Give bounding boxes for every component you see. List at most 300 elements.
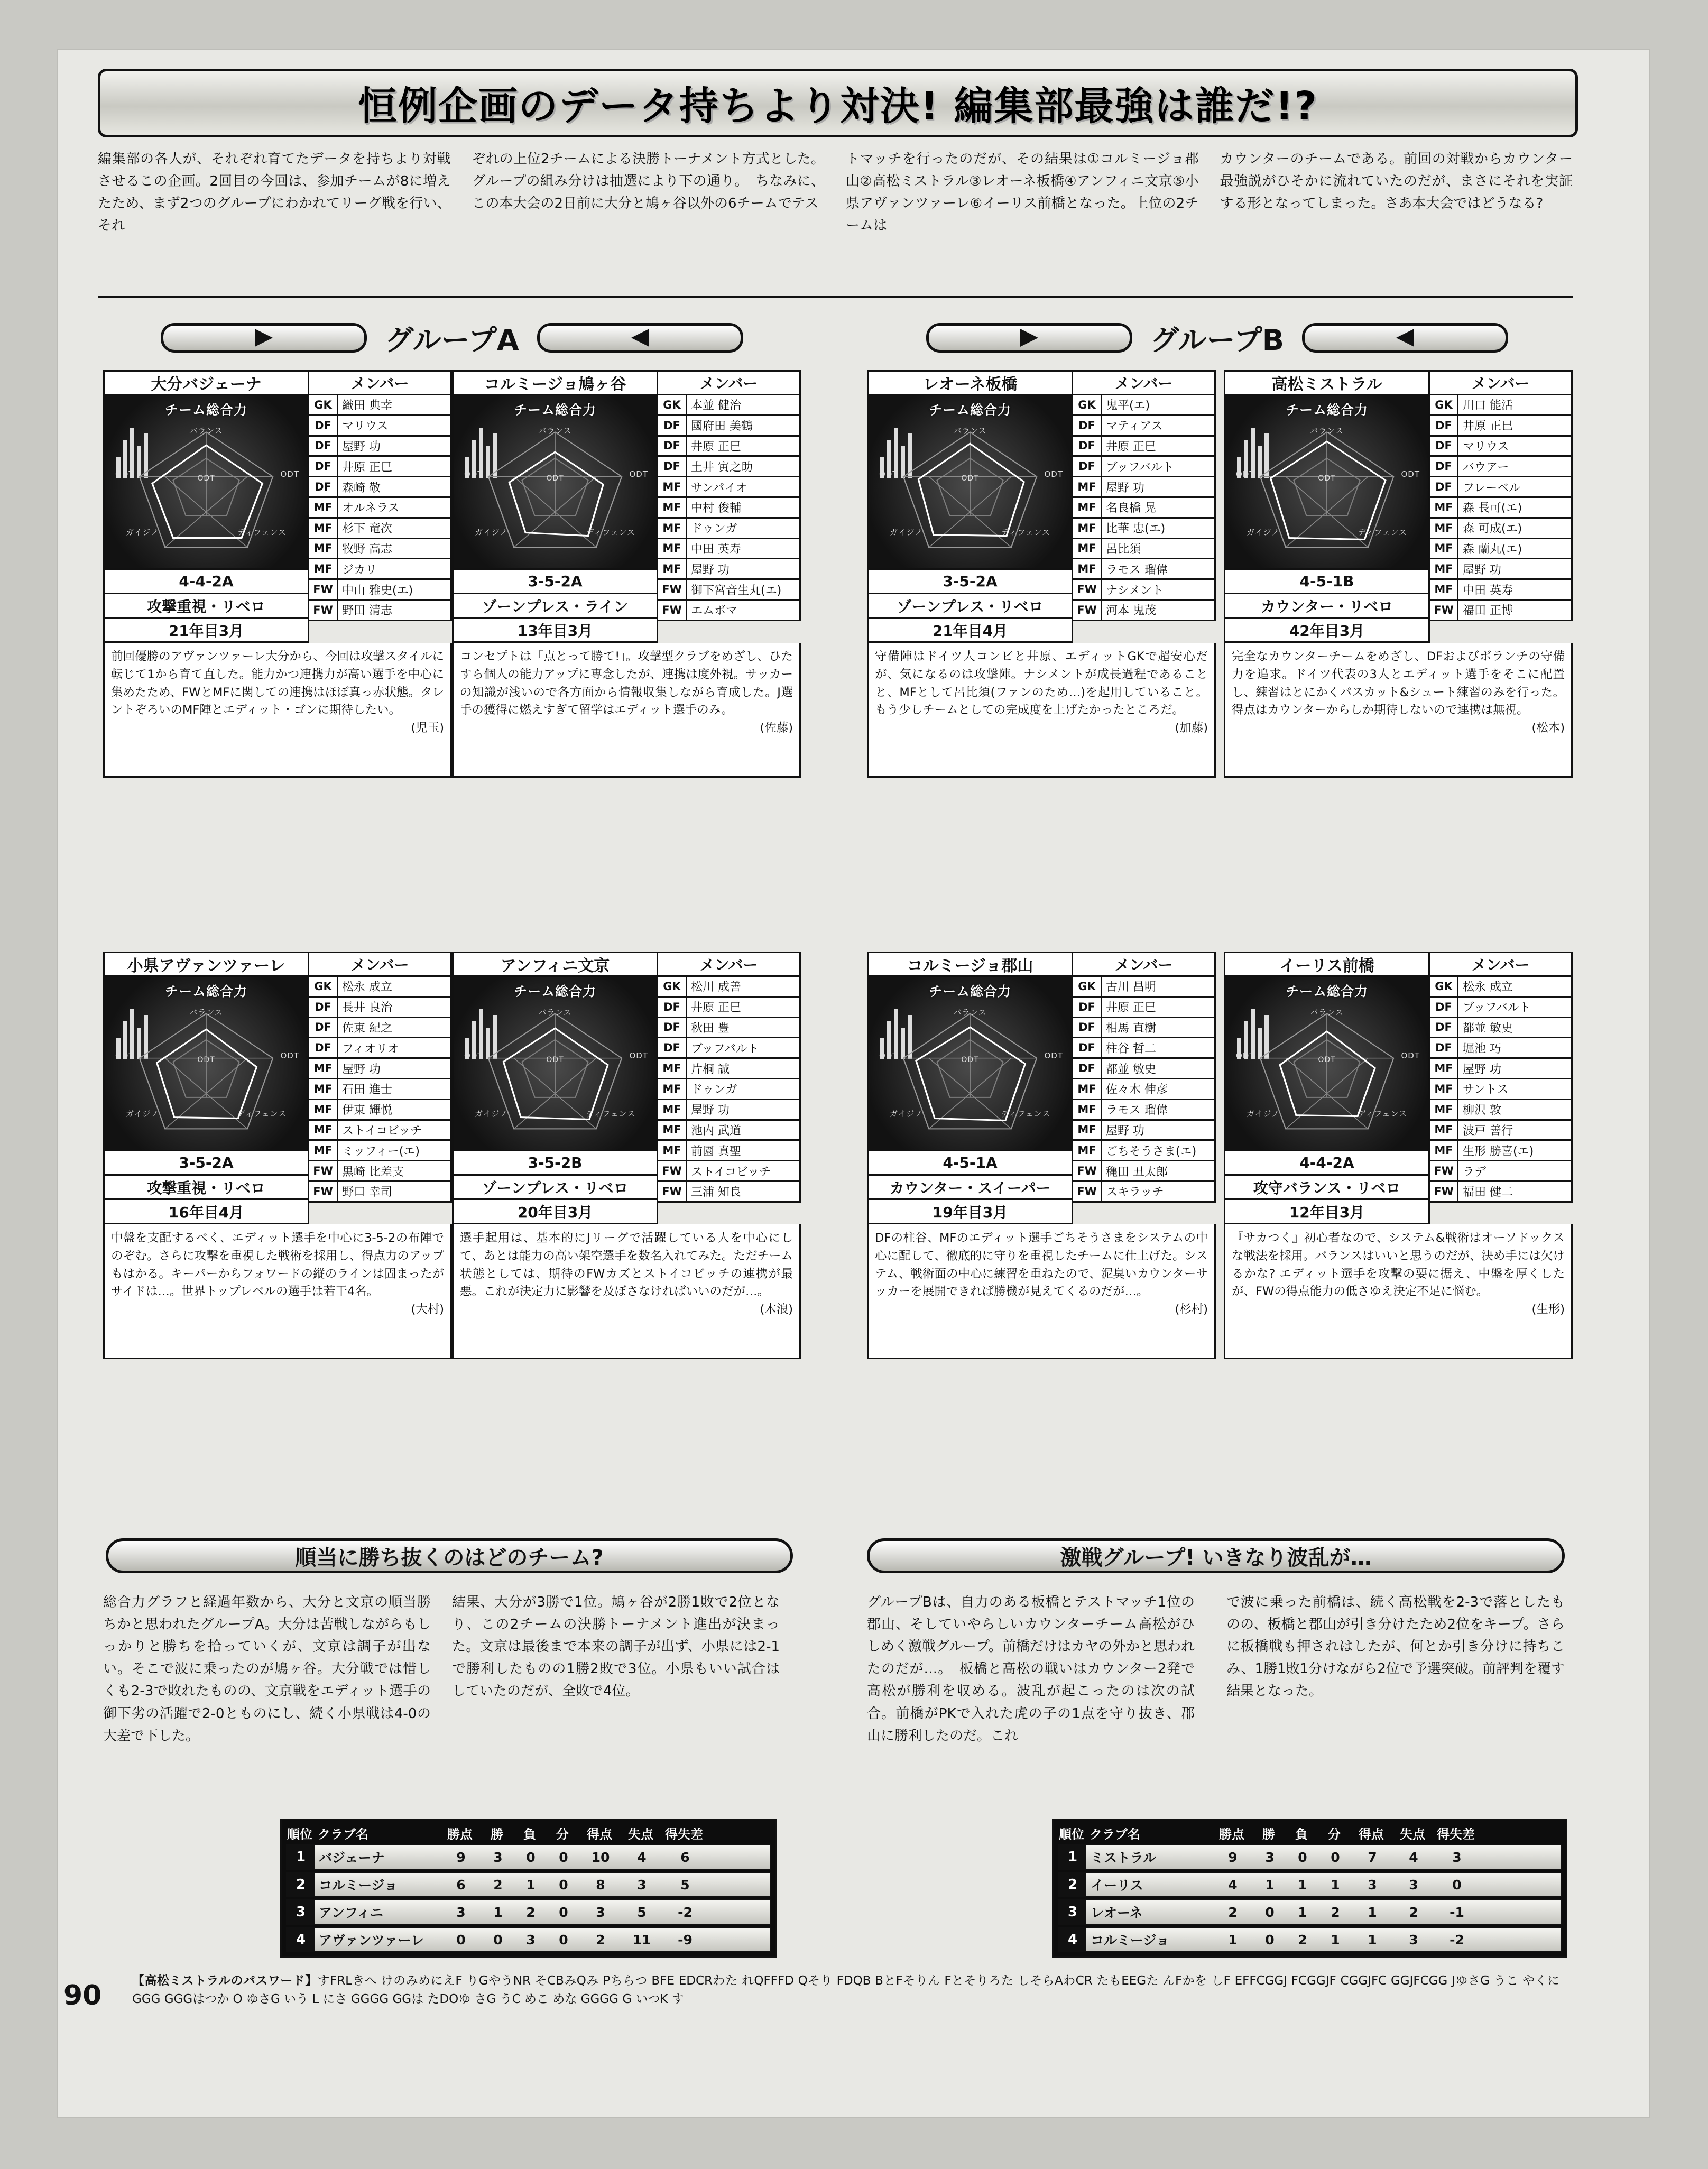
radar-title: チーム総合力 [164, 402, 247, 418]
member-position: MF [309, 1079, 338, 1099]
member-name: 屋野 功 [1463, 1063, 1501, 1076]
row-club: コルミージョ [1091, 1933, 1170, 1948]
member-row [1430, 1079, 1573, 1100]
team-years: 42年目3月 [1224, 619, 1430, 643]
radar-label-right: ODT [1401, 469, 1420, 479]
member-row [658, 1018, 801, 1039]
team-radar-chart [1224, 395, 1430, 570]
team-formation: 4-4-2A [1224, 1151, 1430, 1176]
member-position: DF [658, 998, 687, 1017]
team-note [103, 1224, 452, 1359]
row-draw: 0 [559, 1849, 568, 1865]
team-note-author: (木浪) [760, 1303, 793, 1316]
member-name: ラモス 瑠偉 [1106, 1104, 1168, 1118]
member-name: マリウス [1463, 440, 1509, 454]
member-name: ミッフィー(エ) [342, 1145, 420, 1158]
member-position: MF [1430, 498, 1458, 517]
member-row [1073, 1141, 1216, 1161]
member-position: DF [1430, 1038, 1458, 1057]
member-row [1430, 977, 1573, 998]
member-row [1430, 539, 1573, 560]
team-formation: 3-5-2B [452, 1151, 658, 1176]
member-name: ドゥンガ [691, 1083, 737, 1097]
row-loss: 3 [526, 1932, 536, 1948]
team-note-author: (加藤) [1175, 721, 1208, 735]
row-draw: 0 [559, 1904, 568, 1920]
member-position: GK [658, 395, 687, 414]
header-ga: 失点 [628, 1826, 653, 1842]
row-club: バジェーナ [319, 1850, 385, 1866]
row-gd: -2 [678, 1904, 693, 1920]
member-position: DF [1430, 1018, 1458, 1037]
member-position: DF [1430, 998, 1458, 1017]
member-row [1073, 1018, 1216, 1039]
member-position: FW [1073, 1182, 1102, 1201]
header-rank: 順位 [1059, 1826, 1084, 1842]
row-gd: -9 [678, 1932, 693, 1948]
standings-table-group-b [1052, 1819, 1567, 1958]
member-row [309, 1161, 452, 1182]
member-name: ストイコビッチ [342, 1124, 422, 1138]
row-club: ミストラル [1091, 1850, 1157, 1866]
radar-label-center: ODT [546, 1055, 564, 1064]
member-position: FW [309, 580, 338, 599]
member-row [1430, 1100, 1573, 1121]
member-position: MF [1073, 559, 1102, 578]
row-gf: 10 [591, 1849, 610, 1865]
member-row [1430, 477, 1573, 498]
member-position: MF [658, 477, 687, 496]
member-row [1430, 998, 1573, 1018]
member-position: DF [309, 998, 338, 1017]
member-row [1073, 498, 1216, 519]
member-row [658, 601, 801, 621]
team-card [452, 952, 801, 1359]
standings-row [1058, 1844, 1562, 1870]
member-position: DF [309, 1038, 338, 1057]
member-row [1430, 395, 1573, 416]
member-name: 福田 健二 [1463, 1186, 1513, 1199]
member-row [1073, 580, 1216, 601]
member-name: 野口 幸司 [342, 1186, 392, 1199]
member-name: 國府田 美鶴 [691, 420, 753, 433]
radar-title: チーム総合力 [164, 984, 247, 999]
member-position: FW [658, 601, 687, 620]
team-card [1224, 952, 1573, 1359]
radar-label-right: ODT [280, 1051, 299, 1060]
member-header: メンバー [658, 952, 801, 977]
member-name: 長井 良治 [342, 1001, 392, 1015]
member-row [1430, 1161, 1573, 1182]
group-a-bar-left [161, 323, 367, 353]
team-style: 攻守バランス・リベロ [1224, 1176, 1430, 1200]
bottom-text-a2: 結果、大分が3勝で1位。鳩ヶ谷が2勝1敗で2位となり、この2チームの決勝トーナメント進出が決まった。文京は最後まで本来の調子が出ず、小県には2-1で勝利したものの1勝2敗で3位。小県もいい試合はしていたのだが、全敗で4位。 [452, 1594, 780, 1700]
member-position: DF [309, 416, 338, 435]
header-loss: 負 [1295, 1826, 1308, 1842]
radar-label-bottom-right: ディフェンス [586, 1109, 635, 1119]
member-row [658, 477, 801, 498]
member-position: DF [658, 457, 687, 476]
team-radar-chart [867, 395, 1073, 570]
member-row [658, 977, 801, 998]
member-position: MF [658, 498, 687, 517]
standings-row [1058, 1927, 1562, 1952]
row-draw: 2 [1331, 1904, 1340, 1920]
member-name: 川口 能活 [1463, 399, 1513, 413]
member-position: DF [1430, 457, 1458, 476]
member-position: DF [1073, 1059, 1102, 1078]
member-name: 中田 英寿 [1463, 584, 1513, 597]
member-name: 池内 武道 [691, 1124, 741, 1138]
member-name: 古川 昌明 [1106, 981, 1156, 994]
member-position: FW [1430, 601, 1458, 620]
row-ga: 11 [632, 1932, 651, 1948]
row-loss: 1 [1298, 1877, 1307, 1893]
radar-label-bottom-right: ディフェンス [1358, 1109, 1407, 1119]
member-row [309, 498, 452, 519]
radar-title: チーム総合力 [928, 402, 1011, 418]
member-name: ジカリ [342, 563, 377, 577]
member-name: 石田 進士 [342, 1083, 392, 1097]
member-position: FW [309, 1182, 338, 1201]
team-note [452, 643, 801, 778]
member-name: 片桐 誠 [691, 1063, 730, 1076]
member-name: 屋野 功 [691, 563, 730, 577]
member-row [1430, 559, 1573, 580]
member-row [309, 1059, 452, 1079]
member-position: MF [1073, 477, 1102, 496]
row-points: 3 [456, 1904, 466, 1920]
member-row [1073, 1161, 1216, 1182]
intro-col-2: ぞれの上位2チームによる決勝トーナメント方式とした。グループの組み分けは抽選により下の通り。 ちなみに、この本大会の2日前に大分と鳩ヶ谷以外の6チームでテス [472, 151, 825, 212]
row-draw: 1 [1331, 1877, 1340, 1893]
team-formation: 4-5-1A [867, 1151, 1073, 1176]
member-position: DF [309, 477, 338, 496]
member-position: GK [1430, 395, 1458, 414]
intro-col-3: トマッチを行ったのだが、その結果は①コルミージョ郡山②高松ミストラル③レオーネ板橋④アンフィニ文京⑤小県アヴァンツァーレ⑥イーリス前橋となった。上位の2チームは [846, 151, 1199, 234]
member-position: FW [1073, 580, 1102, 599]
radar-label-right: ODT [629, 469, 648, 479]
member-name: 佐々木 伸彦 [1106, 1083, 1168, 1097]
intro-col-1: 編集部の各人が、それぞれ育てたデータを持ちより対戦させるこの企画。2回目の今回は、参加チームが8に増えたため、まず2つのグループにわかれてリーグ戦を行い、それ [98, 151, 451, 234]
row-gd: 3 [1452, 1849, 1462, 1865]
member-row [1430, 1121, 1573, 1141]
member-row [1073, 477, 1216, 498]
member-position: MF [658, 1100, 687, 1119]
member-name: 三浦 知良 [691, 1186, 741, 1199]
radar-label-bottom-left: ガイジノ [126, 528, 159, 537]
member-position: MF [1430, 559, 1458, 578]
member-row [309, 1100, 452, 1121]
member-position: DF [309, 1018, 338, 1037]
member-position: MF [1073, 1141, 1102, 1160]
team-note-author: (大村) [411, 1303, 444, 1316]
row-gf: 8 [596, 1877, 605, 1893]
member-row [1073, 1182, 1216, 1203]
member-row [309, 1079, 452, 1100]
member-row [1073, 539, 1216, 560]
member-name: 牧野 高志 [342, 542, 392, 556]
team-style: ゾーンプレス・リベロ [867, 594, 1073, 619]
team-note [1224, 1224, 1573, 1359]
row-club: アヴァンツァーレ [319, 1933, 424, 1948]
row-loss: 0 [526, 1849, 536, 1865]
member-name: 松川 成善 [691, 981, 741, 994]
member-row [658, 1100, 801, 1121]
row-draw: 1 [1331, 1932, 1340, 1948]
member-name: 佐東 紀之 [342, 1021, 392, 1035]
member-row [658, 416, 801, 437]
member-row [658, 1121, 801, 1141]
member-name: 屋野 功 [1463, 563, 1501, 577]
row-gd: 6 [680, 1849, 690, 1865]
row-club: レオーネ [1091, 1905, 1143, 1921]
team-card [1224, 370, 1573, 778]
member-name: 井原 正巳 [691, 1001, 741, 1015]
section-header-b: 激戦グループ! いきなり波乱が… [867, 1538, 1565, 1573]
member-position: DF [658, 1038, 687, 1057]
team-radar-chart [867, 977, 1073, 1151]
member-position: DF [1073, 998, 1102, 1017]
team-card [452, 370, 801, 778]
member-row [1073, 1121, 1216, 1141]
member-name: 堀池 巧 [1463, 1042, 1501, 1056]
header-gd: 得失差 [1437, 1826, 1475, 1842]
member-row [658, 1079, 801, 1100]
radar-label-right: ODT [629, 1051, 648, 1060]
member-name: 柳沢 敦 [1463, 1104, 1501, 1118]
row-ga: 3 [637, 1877, 647, 1893]
member-name: 杉下 竜次 [342, 522, 392, 536]
header-loss: 負 [523, 1826, 536, 1842]
radar-label-offense: バランス [538, 1008, 572, 1017]
member-position: GK [1430, 977, 1458, 996]
member-row [1073, 1059, 1216, 1079]
member-position: MF [658, 539, 687, 558]
intro-text [98, 148, 1573, 237]
team-years: 21年目3月 [103, 619, 309, 643]
member-name: ストイコビッチ [691, 1165, 771, 1179]
member-header: メンバー [1073, 370, 1216, 395]
member-name: 伊東 輝悦 [342, 1104, 392, 1118]
team-card [867, 952, 1216, 1359]
header-gf: 得点 [587, 1826, 612, 1842]
member-row [309, 437, 452, 457]
team-note [867, 643, 1216, 778]
team-radar-chart [103, 395, 309, 570]
team-card [867, 370, 1216, 778]
member-name: 前園 真聖 [691, 1145, 741, 1158]
member-position: MF [1073, 519, 1102, 538]
member-position: MF [658, 519, 687, 538]
team-note-author: (杉村) [1175, 1303, 1208, 1316]
row-ga: 2 [1409, 1904, 1418, 1920]
member-header: メンバー [309, 370, 452, 395]
radar-label-offense: バランス [189, 426, 223, 436]
team-note-author: (児玉) [411, 721, 444, 735]
team-name: コルミージョ鳩ヶ谷 [452, 370, 658, 395]
radar-label-right: ODT [280, 469, 299, 479]
member-name: 屋野 功 [342, 440, 381, 454]
member-row [658, 1182, 801, 1203]
row-rank: 2 [1059, 1873, 1086, 1896]
header-win: 勝 [491, 1826, 503, 1842]
team-name: アンフィニ文京 [452, 952, 658, 977]
row-win: 3 [493, 1849, 503, 1865]
member-position: FW [309, 601, 338, 620]
radar-label-center: ODT [197, 1055, 215, 1064]
team-formation: 4-4-2A [103, 570, 309, 594]
team-note-text: 『サカつく』初心者なので、システム&戦術はオーソドックスな戦法を採用。バランスはいいと思うのだが、決め手には欠けるかな? エディット選手を攻撃の要に据え、中盤を厚くしたが、FWの得点能力の低さゆえ決定不足に悩む。 [1232, 1231, 1565, 1299]
member-row [1430, 580, 1573, 601]
row-points: 2 [1228, 1904, 1238, 1920]
member-row [1073, 977, 1216, 998]
team-note-text: 守備陣はドイツ人コンビと井原、エディットGKで超安心だが、気になるのは攻撃陣。ナシメントが成長過程であることと、MFとして呂比須(ファンのため…)を起用していること。もう少しチームとしての完成度を上げたかったところだ。 [875, 650, 1208, 717]
group-b-bar-right [1302, 323, 1508, 353]
password-label: 【高松ミストラルのパスワード】 [132, 1974, 318, 1988]
radar-label-bottom-right: ディフェンス [1001, 1109, 1050, 1119]
row-win: 3 [1265, 1849, 1275, 1865]
row-win: 0 [1265, 1904, 1275, 1920]
member-name: 屋野 功 [691, 1104, 730, 1118]
team-years: 16年目4月 [103, 1200, 309, 1224]
member-row [658, 1161, 801, 1182]
member-position: MF [309, 498, 338, 517]
member-position: MF [1430, 519, 1458, 538]
member-name: 屋野 功 [1106, 481, 1144, 495]
row-win: 2 [493, 1877, 503, 1893]
member-name: 生形 勝喜(エ) [1463, 1145, 1534, 1158]
row-club: コルミージョ [319, 1878, 398, 1893]
member-row [309, 580, 452, 601]
radar-label-right: ODT [1044, 469, 1063, 479]
member-position: DF [1073, 457, 1102, 476]
member-position: MF [1430, 1121, 1458, 1140]
header-club: クラブ名 [318, 1826, 368, 1842]
row-gf: 3 [596, 1904, 605, 1920]
row-win: 1 [1265, 1877, 1275, 1893]
row-club: アンフィニ [319, 1905, 384, 1921]
member-position: MF [658, 1079, 687, 1099]
member-position: GK [1073, 977, 1102, 996]
member-row [1073, 437, 1216, 457]
row-gf: 1 [1368, 1932, 1377, 1948]
member-name: 森 蘭丸(エ) [1463, 542, 1522, 556]
member-row [1430, 601, 1573, 621]
page-title: 恒例企画のデータ持ちより対決! 編集部最強は誰だ!? [357, 84, 1318, 129]
row-points: 1 [1228, 1932, 1238, 1948]
header-draw: 分 [556, 1826, 569, 1842]
header-points: 勝点 [1219, 1826, 1244, 1842]
member-name: 波戸 善行 [1463, 1124, 1513, 1138]
team-note [452, 1224, 801, 1359]
member-row [309, 519, 452, 539]
member-position: MF [309, 539, 338, 558]
radar-label-center: ODT [961, 1055, 979, 1064]
header-gd: 得失差 [665, 1826, 703, 1842]
radar-title: チーム総合力 [1285, 984, 1368, 999]
member-row [658, 559, 801, 580]
radar-label-bottom-right: ディフェンス [1358, 528, 1407, 537]
member-row [1073, 1079, 1216, 1100]
row-ga: 4 [1409, 1849, 1418, 1865]
radar-label-offense: バランス [1310, 426, 1344, 436]
member-name: ブッフバルト [691, 1042, 759, 1056]
member-row [1430, 1182, 1573, 1203]
page-title-banner [98, 69, 1578, 137]
member-name: 中田 英寿 [691, 542, 741, 556]
member-row [658, 437, 801, 457]
member-row [1073, 519, 1216, 539]
radar-label-bottom-left: ガイジノ [475, 528, 508, 537]
page-number: 90 [63, 1980, 102, 2011]
radar-label-right: ODT [1401, 1051, 1420, 1060]
member-name: サンパイオ [691, 481, 747, 495]
radar-label-right: ODT [1044, 1051, 1063, 1060]
member-name: ラモス 瑠偉 [1106, 563, 1168, 577]
member-position: MF [1430, 580, 1458, 599]
row-gf: 7 [1368, 1849, 1377, 1865]
member-name: 松永 成立 [342, 981, 392, 994]
team-note-author: (生形) [1531, 1303, 1565, 1316]
standings-header-row [1058, 1823, 1562, 1842]
radar-label-offense: バランス [538, 426, 572, 436]
member-row [1430, 437, 1573, 457]
team-note-text: 完全なカウンターチームをめざし、DFおよびボランチの守備力を追求。ドイツ代表の3人とエディット選手をそこに配置し、練習はとにかくパスカット&シュート練習のみを行った。得点はカウンターからしか期待しないので連携は無視。 [1232, 650, 1565, 717]
member-position: MF [658, 1141, 687, 1160]
radar-label-bottom-left: ガイジノ [475, 1109, 508, 1119]
radar-title: チーム総合力 [1285, 402, 1368, 418]
member-position: FW [1073, 1161, 1102, 1180]
member-row [309, 1121, 452, 1141]
member-name: 井原 正巳 [342, 460, 392, 474]
row-gd: -2 [1450, 1932, 1464, 1948]
row-loss: 0 [1298, 1849, 1307, 1865]
team-name: レオーネ板橋 [867, 370, 1073, 395]
member-position: MF [1073, 498, 1102, 517]
team-style: ゾーンプレス・ライン [452, 594, 658, 619]
team-formation: 4-5-1B [1224, 570, 1430, 594]
member-position: DF [1073, 1038, 1102, 1057]
radar-title: チーム総合力 [513, 402, 596, 418]
radar-title: チーム総合力 [513, 984, 596, 999]
member-name: 名良橋 晃 [1106, 502, 1156, 515]
team-years: 21年目4月 [867, 619, 1073, 643]
team-note-author: (松本) [1531, 721, 1565, 735]
radar-label-offense: バランス [953, 426, 987, 436]
member-name: 御下宮音生丸(エ) [691, 584, 782, 597]
member-position: MF [1430, 1059, 1458, 1078]
radar-label-center: ODT [1318, 474, 1336, 483]
member-name: 織田 典幸 [342, 399, 392, 413]
member-row [658, 457, 801, 477]
radar-label-bottom-left: ガイジノ [1247, 528, 1280, 537]
row-club: イーリス [1091, 1878, 1143, 1893]
member-position: GK [309, 395, 338, 414]
member-name: 鬼平(エ) [1106, 399, 1150, 413]
member-row [1073, 395, 1216, 416]
team-years: 19年目3月 [867, 1200, 1073, 1224]
member-name: オルネラス [342, 502, 400, 515]
group-a-label: グループA [385, 323, 519, 357]
radar-label-bottom-right: ディフェンス [237, 1109, 287, 1119]
standings-row [286, 1844, 771, 1870]
team-formation: 3-5-2A [103, 1151, 309, 1176]
group-b-label: グループB [1150, 323, 1284, 357]
radar-label-center: ODT [1318, 1055, 1336, 1064]
radar-title: チーム総合力 [928, 984, 1011, 999]
member-row [658, 1059, 801, 1079]
